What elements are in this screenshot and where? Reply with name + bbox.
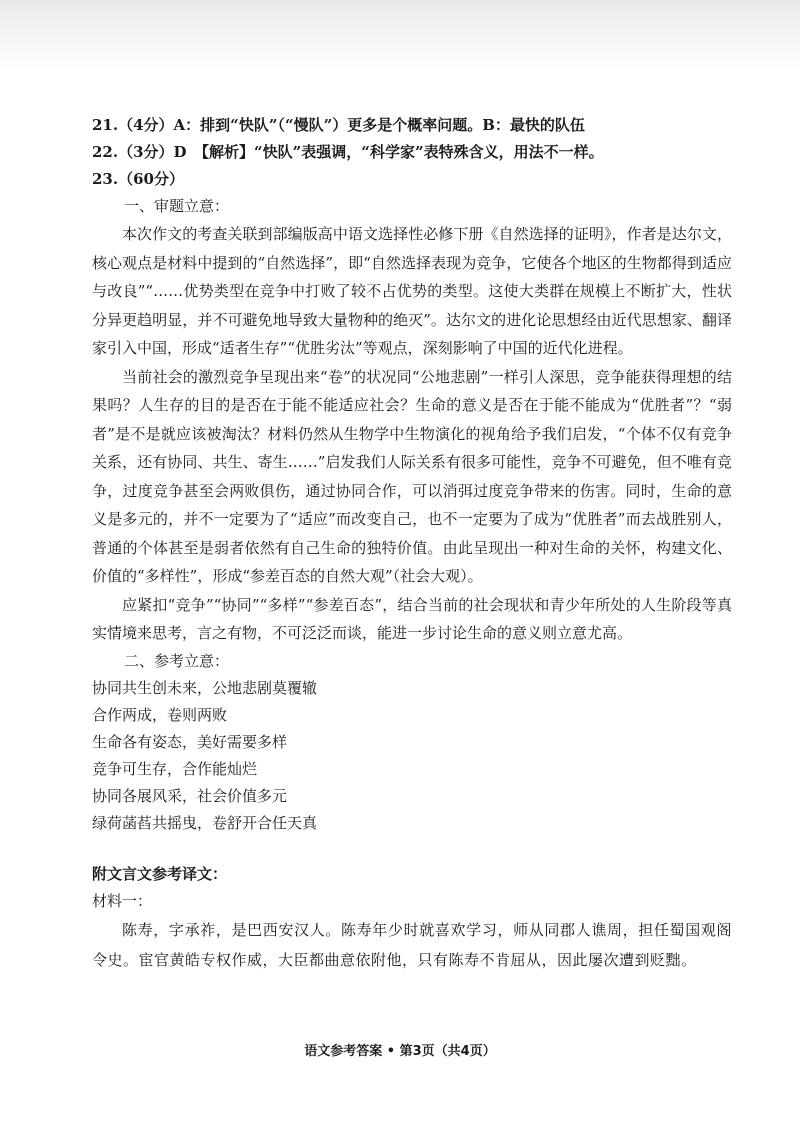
section2-heading: 二、参考立意：	[124, 651, 230, 670]
section1-paragraph: 本次作文的考查关联到部编版高中语文选择性必修下册《自然选择的证明》，作者是达尔文，核心观点是材料中提到的“自然选择”，即“自然选择表现为竞争，它使各个地区的生物都得到适应与改良”“……优势类型在竞争中打败了较不占优势的类型。这使大类群在规模上不断扩大，性状分异更趋明显，并不可避免地导致大量物种的绝灭”。达尔文的进化论思想经由近代思想家、翻译家引入中国，形成“适者生存”“优胜劣汰”等观点，深刻影响了中国的近代化进程。	[92, 225, 732, 357]
answer-text: （4分）A：排到“快队”（“慢队”）更多是个概率问题。B：最快的队伍	[118, 116, 585, 134]
reference-theme: 竞争可生存，合作能灿烂	[92, 759, 258, 778]
section1-paragraph: 应紧扣“竞争”“协同”“多样”“参差百态”，结合当前的社会现状和青少年所处的人生阶段等真实情境来思考，言之有物，不可泛泛而谈，能进一步讨论生命的意义则立意尤高。	[92, 595, 732, 642]
section1-heading: 一、审题立意：	[124, 197, 230, 215]
answer-text: （3分）D 【解析】“快队”表强调，“科学家”表特殊含义，用法不一样。	[118, 143, 604, 161]
reference-theme: 绿荷菡萏共摇曳，卷舒开合任天真	[92, 813, 318, 832]
answer-page	[92, 112, 732, 975]
question-number: 21.	[92, 116, 119, 134]
translation-text: 陈寿，字承祚，是巴西安汉人。陈寿年少时就喜欢学习，师从同郡人谯周，担任蜀国观阁令史。宦官黄皓专权作威，大臣都曲意依附他，只有陈寿不肯屈从，因此屡次遭到贬黜。	[92, 920, 732, 969]
page-footer: 语文参考答案 • 第3页（共4页）	[304, 1044, 496, 1059]
reference-theme: 协同共生创未来，公地悲剧莫覆辙	[92, 678, 318, 697]
reference-theme: 合作两成，卷则两败	[92, 705, 228, 724]
scan-top-shade	[0, 0, 800, 70]
reference-theme: 生命各有姿态，美好需要多样	[92, 732, 288, 751]
appendix-heading: 附文言文参考译文：	[92, 864, 228, 883]
answer-22	[92, 139, 732, 166]
question-number: 23.	[92, 170, 119, 188]
answer-21	[92, 112, 732, 139]
material-label: 材料一：	[92, 891, 153, 910]
answer-text: （60分）	[118, 170, 184, 188]
answer-23	[92, 166, 732, 193]
section1-paragraph: 当前社会的激烈竞争呈现出来“卷”的状况同“公地悲剧”一样引人深思，竞争能获得理想的结果吗？人生存的目的是否在于能不能适应社会？生命的意义是否在于能不能成为“优胜者”？“弱者”是不是就应该被淘汰？材料仍然从生物学中生物演化的视角给予我们启发，“个体不仅有竞争关系，还有协同、共生、寄生……”启发我们人际关系有很多可能性，竞争不可避免，但不唯有竞争，过度竞争甚至会两败俱伤，通过协同合作，可以消弭过度竞争带来的伤害。同时，生命的意义是多元的，并不一定要为了“适应”而改变自己，也不一定要为了成为“优胜者”而去战胜别人，普通的个体甚至是弱者依然有自己生命的独特价值。由此呈现出一种对生命的关怀，构建文化、价值的“多样性”，形成“参差百态的自然大观”（社会大观）。	[92, 367, 732, 585]
reference-theme: 协同各展风采，社会价值多元	[92, 786, 288, 805]
question-number: 22.	[92, 143, 119, 161]
